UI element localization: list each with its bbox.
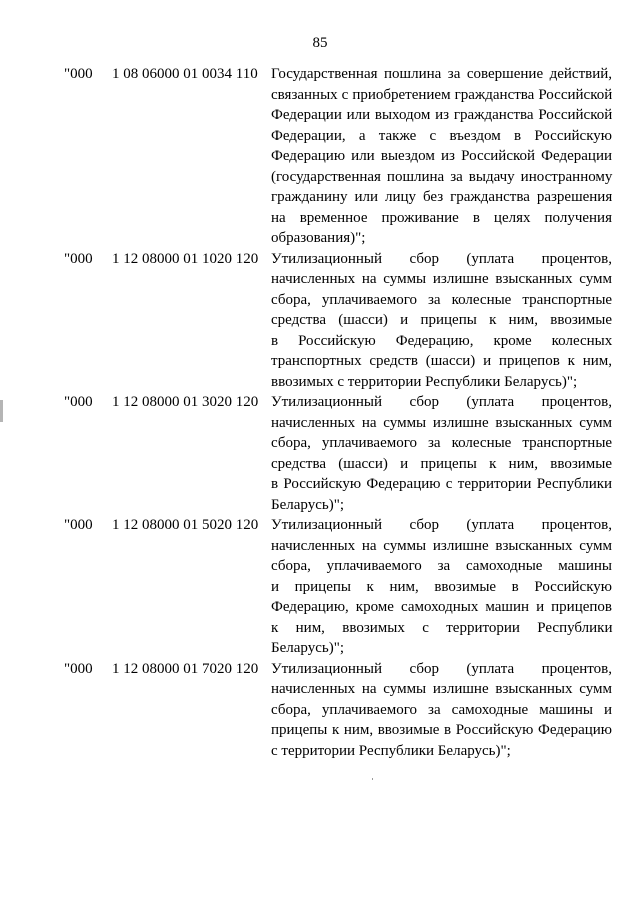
description-line: Утилизационный сбор (уплата процентов,: [271, 250, 612, 267]
description-line: Государственная пошлина за совершение действий,: [271, 66, 613, 82]
description-line: сбора, уплачиваемого за колесные транспортные: [271, 435, 613, 451]
entry-admin-code: "000: [64, 394, 93, 410]
description-line: Беларусь)";: [271, 640, 345, 656]
description-line: начисленных на суммы излишне взысканных сумм: [271, 681, 612, 697]
description-line: ввозимых с территории Республики Беларусь)";: [271, 373, 578, 390]
scan-edge-mark: [0, 400, 3, 422]
entry-kbk-code: 1 12 08000 01 3020 120: [112, 394, 259, 410]
description-line: гражданину или лицу без гражданства разрешения: [271, 189, 613, 205]
description-line: средства (шасси) и прицепы к ним, ввозимые: [271, 312, 612, 328]
entry-description: [271, 64, 612, 249]
entry-description: [271, 249, 612, 393]
code-entry: [64, 515, 612, 659]
entry-kbk-code: 1 12 08000 01 7020 120: [112, 660, 259, 677]
description-line: начисленных на суммы излишне взысканных сумм: [271, 537, 612, 554]
code-entry: [64, 659, 612, 762]
description-line: в Российскую Федерацию, кроме колесных: [271, 332, 613, 349]
description-line: начисленных на суммы излишне взысканных сумм: [271, 271, 612, 287]
description-line: прицепы к ним, ввозимые в Российскую Федерацию: [271, 722, 612, 738]
entry-description: [271, 392, 612, 515]
entry-admin-code: "000: [64, 517, 93, 533]
description-line: и прицепы к ним, ввозимые в Российскую: [271, 578, 612, 595]
scan-speck: [372, 778, 373, 780]
code-entry: [64, 249, 612, 393]
description-line: (государственная пошлина за выдачу иностранному: [271, 168, 613, 185]
entry-kbk-code: 1 12 08000 01 5020 120: [112, 517, 259, 533]
description-line: начисленных на суммы излишне взысканных сумм: [271, 414, 612, 431]
description-line: Федерацию или выездом из Российской Федерации: [271, 148, 613, 164]
description-line: связанных с приобретением гражданства Российской: [271, 86, 613, 103]
entry-description: [271, 659, 612, 762]
description-line: Федерацию, кроме самоходных машин и прицепов: [271, 599, 612, 615]
description-line: Федерации или выходом из гражданства Российской: [271, 107, 613, 123]
description-line: сбора, уплачиваемого за самоходные машины и: [271, 701, 612, 718]
description-line: Утилизационный сбор (уплата процентов,: [271, 660, 612, 677]
description-line: Федерации, а также с въездом в Российскую: [271, 127, 612, 144]
entry-kbk-code: 1 12 08000 01 1020 120: [112, 250, 259, 267]
description-line: средства (шасси) и прицепы к ним, ввозимые: [271, 455, 612, 472]
description-line: к ним, ввозимых с территории Республики: [271, 619, 613, 636]
description-line: Утилизационный сбор (уплата процентов,: [271, 517, 612, 533]
code-entries-list: [64, 64, 612, 761]
entry-admin-code: "000: [64, 250, 93, 267]
entry-kbk-code: 1 08 06000 01 0034 110: [112, 66, 258, 82]
description-line: с территории Республики Беларусь)";: [271, 742, 511, 759]
description-line: сбора, уплачиваемого за самоходные машины: [271, 558, 612, 574]
description-line: образования)";: [271, 230, 366, 246]
entry-description: [271, 515, 612, 659]
code-entry: [64, 392, 612, 515]
page-number: 85: [312, 35, 328, 51]
description-line: Беларусь)";: [271, 496, 345, 513]
description-line: сбора, уплачиваемого за колесные транспортные: [271, 291, 613, 308]
description-line: на временное проживание в целях получения: [271, 209, 612, 226]
description-line: Утилизационный сбор (уплата процентов,: [271, 394, 612, 410]
entry-admin-code: "000: [64, 660, 93, 677]
code-entry: [64, 64, 612, 249]
entry-admin-code: "000: [64, 66, 93, 82]
description-line: в Российскую Федерацию с территории Республики: [271, 476, 613, 492]
description-line: транспортных средств (шасси) и прицепов к ним,: [271, 353, 612, 369]
